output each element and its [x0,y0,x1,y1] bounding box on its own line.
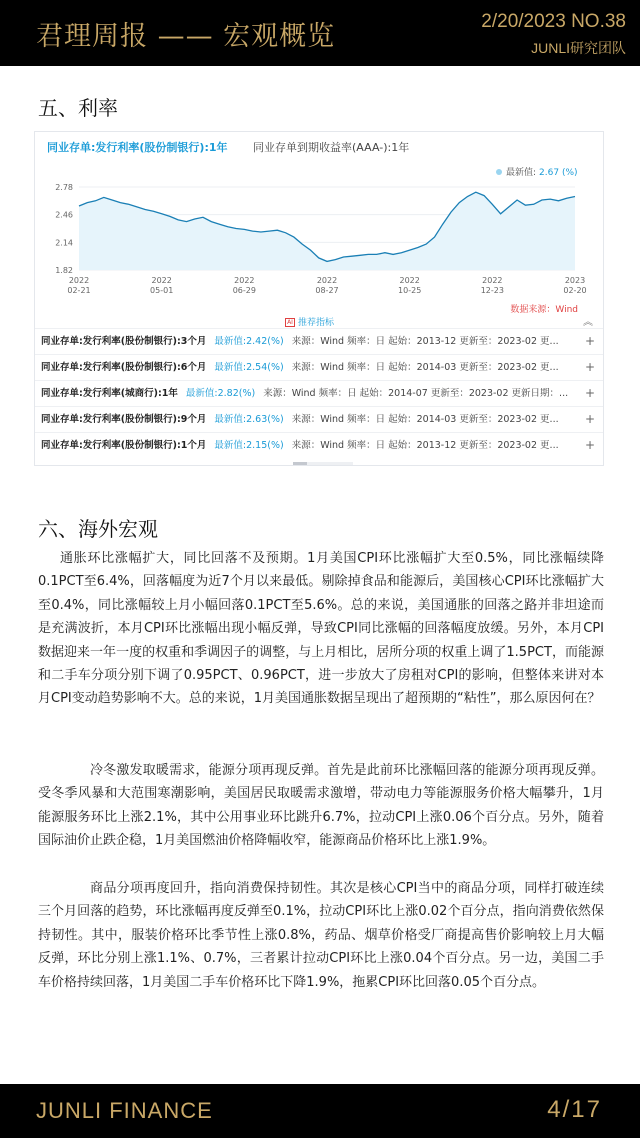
indicator-row[interactable] [35,406,603,432]
legend-label: 最新值: [506,168,537,178]
plus-icon[interactable]: + [584,412,595,426]
tab-active-series[interactable]: 同业存单:发行利率(股份制银行):1年 [47,141,228,154]
indicator-row[interactable] [35,328,603,354]
rate-chart [35,132,605,302]
indicator-meta: 来源：Wind 频率：日 起始：2013-12 更新至：2023-02 更... [291,440,559,451]
latest-label: 最新值: [214,414,247,425]
plus-icon[interactable]: + [584,438,595,452]
y-tick-label: 2.78 [55,183,73,192]
indicator-name[interactable]: 同业存单:发行利率(股份制银行):6个月 [41,362,207,373]
x-tick-label: 2022 [399,276,420,285]
indicator-meta: 来源：Wind 频率：日 起始：2014-03 更新至：2023-02 更... [291,362,559,373]
double-chevron-up-icon[interactable]: ︽ [583,317,593,328]
latest-value: 2.15(%) [246,440,284,451]
latest-value: 2.54(%) [246,362,284,373]
latest-value: 2.42(%) [246,336,284,347]
x-tick-label: 08-27 [315,286,339,295]
x-tick-label: 02-21 [67,286,91,295]
chart-panel [34,131,604,466]
chart-source: 数据来源：Wind [510,305,578,315]
x-tick-label: 2022 [482,276,503,285]
latest-label: 最新值: [214,440,247,451]
tab-other-series[interactable]: 同业存单到期收益率(AAA-):1年 [253,141,410,154]
y-tick-label: 2.14 [55,238,73,248]
recommend-bar[interactable] [285,315,334,328]
header-team: JUNLI研究团队 [531,40,626,56]
footer-brand: JUNLI FINANCE [36,1098,213,1123]
scroll-indicator[interactable] [293,462,353,465]
page-number: 4/17 [547,1096,602,1123]
section-title-interest-rate: 五、利率 [38,96,118,120]
page-footer [0,1084,640,1138]
indicator-meta: 来源：Wind 频率：日 起始：2013-12 更新至：2023-02 更... [291,336,559,347]
indicator-meta: 来源：Wind 频率：日 起始：2014-03 更新至：2023-02 更... [291,414,559,425]
plus-icon[interactable]: + [584,386,595,400]
plus-icon[interactable]: + [584,360,595,374]
series-area [79,192,575,270]
section-title-overseas-macro: 六、海外宏观 [38,517,158,541]
latest-value: 2.82(%) [217,388,256,399]
indicator-name[interactable]: 同业存单:发行利率(城商行):1年 [41,388,178,399]
x-tick-label: 02-20 [563,286,587,295]
paragraph-1: 通胀环比涨幅扩大，同比回落不及预期。1月美国CPI环比涨幅扩大至0.5%，同比涨幅续降0.1PCT至6.4%，回落幅度为近7个月以来最低。剔除掉食品和能源后，美国核心CPI环比涨幅扩大至0.4%，同比涨幅较上月小幅回落0.1PCT至5.6%。总的来说，美国通胀的回落之路并非坦途而是充满波折，本月CPI环比涨幅出现小幅反弹，导致CPI同比涨幅的回落幅度放缓。另外，本月CPI数据迎来一年一度的权重和季调因子的调整，与上月相比，居所分项的权重上调了1.5PCT，而能源和二手车分项分别下调了0.95PCT、0.96PCT，进一步放大了房租对CPI的影响，但整体来讲对本月CPI变动趋势影响不大。总的来说，1月美国通胀数据呈现出了超预期的“粘性”，那么原因何在？ [38,551,604,707]
recommend-label: 推荐指标 [298,318,335,328]
indicator-row[interactable] [35,432,603,458]
latest-label: 最新值: [214,336,247,347]
indicator-list [35,328,603,458]
x-tick-label: 12-23 [480,286,504,295]
legend-value: 2.67 (%) [539,168,578,178]
x-tick-label: 2023 [564,276,586,285]
indicator-name[interactable]: 同业存单:发行利率(股份制银行):3个月 [41,336,207,347]
x-tick-label: 10-25 [398,286,422,295]
indicator-row[interactable] [35,354,603,380]
indicator-meta: 来源：Wind 频率：日 起始：2014-07 更新至：2023-02 更新日期：... [263,388,569,399]
x-tick-label: 2022 [151,276,172,285]
paragraph-3: 商品分项再度回升，指向消费保持韧性。其次是核心CPI当中的商品分项，同样打破连续三个月回落的趋势，环比涨幅再度反弹至0.1%，拉动CPI环比上涨0.02个百分点，指向消费依然保持韧性。其中，服装价格环比季节性上涨0.8%，药品、烟草价格受厂商提高售价影响较上月大幅反弹，环比分别上涨1.1%、0.7%，三者累计拉动CPI环比上涨0.04个百分点。另一边，美国二手车价格持续回落，1月美国二手车价格环比下降1.9%，拖累CPI环比回落0.05个百分点。 [38,881,604,990]
paragraph-2: 冷冬激发取暖需求，能源分项再现反弹。首先是此前环比涨幅回落的能源分项再现反弹。受冬季风暴和大范围寒潮影响，美国居民取暖需求激增，带动电力等能源服务价格大幅攀升，1月能源服务环比上涨2.1%，其中公用事业环比跳升6.7%，拉动CPI上涨0.06个百分点。另外，随着国际油价止跌企稳，1月美国燃油价格降幅收窄，能源商品价格环比上涨1.9%。 [38,763,604,849]
x-tick-label: 2022 [316,276,338,285]
header-date: 2/20/2023 NO.38 [481,11,626,32]
x-tick-label: 05-01 [150,286,174,295]
page-header [0,0,640,66]
x-tick-label: 2022 [234,276,255,285]
indicator-name[interactable]: 同业存单:发行利率(股份制银行):1个月 [41,440,207,451]
latest-value: 2.63(%) [246,414,284,425]
ai-icon: AI [285,318,295,327]
latest-label: 最新值: [185,388,218,399]
indicator-name[interactable]: 同业存单:发行利率(股份制银行):9个月 [41,414,207,425]
y-tick-label: 1.82 [55,266,73,275]
indicator-row[interactable] [35,380,603,406]
y-tick-label: 2.46 [55,210,73,220]
latest-label: 最新值: [214,362,247,373]
x-tick-label: 06-29 [232,286,256,295]
x-tick-label: 2022 [68,276,90,285]
header-title: 君理周报 —— 宏观概览 [36,21,336,52]
plus-icon[interactable]: + [584,334,595,348]
